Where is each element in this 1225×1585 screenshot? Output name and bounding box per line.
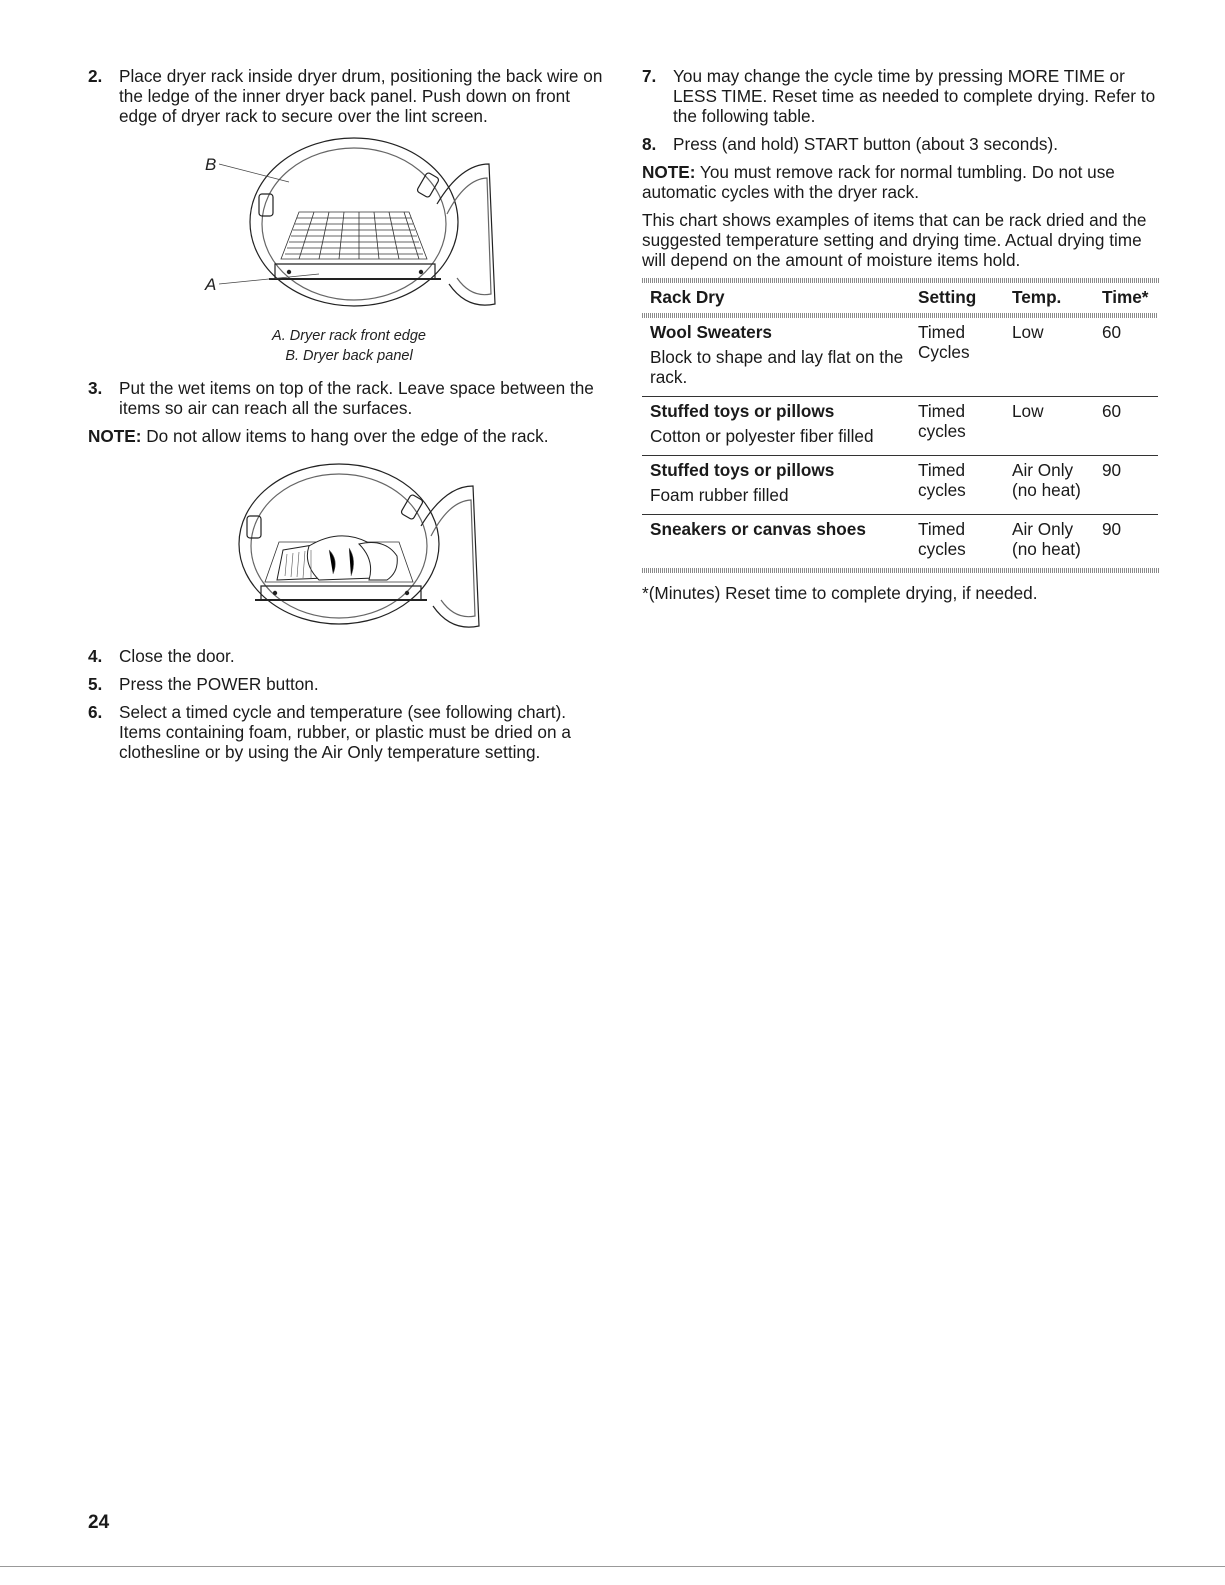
note-text: Do not allow items to hang over the edge of the rack. xyxy=(141,426,549,446)
item-temp: Low xyxy=(1004,318,1094,397)
table-row xyxy=(642,456,1158,515)
figure-caption xyxy=(88,326,610,366)
step-text: You may change the cycle time by pressing MORE TIME or LESS TIME. Reset time as needed to complete drying. Refer to the following table. xyxy=(673,66,1156,126)
step-number: 2. xyxy=(88,66,103,86)
step-8 xyxy=(642,134,1160,154)
rack-dry-table xyxy=(642,283,1158,568)
item-setting: Timed cycles xyxy=(910,456,1004,515)
step-text: Place dryer rack inside dryer drum, positioning the back wire on the ledge of the inner dryer back panel. Push down on front edge of dryer rack to secure over the lint screen. xyxy=(119,66,603,126)
item-setting: Timed cycles xyxy=(918,519,966,559)
item-setting: Timed Cycles xyxy=(910,318,1004,397)
step-number: 3. xyxy=(88,378,103,398)
step-text: Press the POWER button. xyxy=(119,674,319,694)
step-7 xyxy=(642,66,1160,126)
page-number: 24 xyxy=(88,1512,110,1533)
note-label: NOTE: xyxy=(88,426,142,446)
right-column xyxy=(642,66,1160,603)
table-row xyxy=(642,397,1158,456)
item-name: Sneakers or canvas shoes xyxy=(650,519,866,539)
note-remove-rack xyxy=(642,162,1160,202)
step-2 xyxy=(88,66,610,126)
step-number: 8. xyxy=(642,134,657,154)
step-text: Put the wet items on top of the rack. Leave space between the items so air can reach all the surfaces. xyxy=(119,378,594,418)
item-temp: Low xyxy=(1004,397,1094,456)
item-desc: Foam rubber filled xyxy=(650,485,789,505)
step-number: 7. xyxy=(642,66,657,86)
item-time: 90 xyxy=(1094,456,1158,515)
header-rack-dry: Rack Dry xyxy=(650,287,725,307)
note-hang xyxy=(88,426,610,446)
step-5 xyxy=(88,674,610,694)
item-name: Stuffed toys or pillows xyxy=(650,401,835,421)
header-setting: Setting xyxy=(918,287,977,307)
header-temp: Temp. xyxy=(1012,287,1062,307)
caption-a: A. Dryer rack front edge xyxy=(272,328,426,344)
step-text: Close the door. xyxy=(119,646,235,666)
dryer-items-illustration xyxy=(199,460,499,638)
item-desc: Cotton or polyester fiber filled xyxy=(650,426,874,446)
header-time: Time* xyxy=(1102,287,1149,307)
dryer-items-drawing xyxy=(199,460,499,638)
table-footnote: *(Minutes) Reset time to complete drying, if needed. xyxy=(642,583,1038,603)
item-name: Stuffed toys or pillows xyxy=(650,460,835,480)
note-text: You must remove rack for normal tumbling. Do not use automatic cycles with the dryer rack. xyxy=(642,162,1115,202)
step-number: 4. xyxy=(88,646,103,666)
item-time: 60 xyxy=(1094,318,1158,397)
item-temp: Air Only (no heat) xyxy=(1012,519,1081,559)
item-temp: Air Only (no heat) xyxy=(1004,456,1094,515)
item-time: 60 xyxy=(1094,397,1158,456)
table-row xyxy=(642,318,1158,397)
step-text: Press (and hold) START button (about 3 seconds). xyxy=(673,134,1059,154)
step-number: 5. xyxy=(88,674,103,694)
dryer-rack-drawing xyxy=(199,134,499,324)
step-6 xyxy=(88,702,610,762)
table-header-row xyxy=(642,283,1158,313)
step-text: Select a timed cycle and temperature (see following chart). Items containing foam, rubber, or plastic must be dried on a clothesline or by using the Air Only temperature setting. xyxy=(119,702,571,762)
table-row xyxy=(642,515,1158,569)
label-a: A xyxy=(205,275,217,294)
note-label: NOTE: xyxy=(642,162,696,182)
item-desc: Block to shape and lay flat on the rack. xyxy=(650,347,904,387)
label-b: B xyxy=(205,155,217,174)
chart-intro: This chart shows examples of items that can be rack dried and the suggested temperature setting and drying time. Actual drying time will depend on the amount of moisture items hold. xyxy=(642,210,1147,270)
item-time: 90 xyxy=(1102,519,1122,539)
page-bottom-rule xyxy=(0,1566,1225,1567)
item-setting: Timed cycles xyxy=(910,397,1004,456)
table-bottom-rule xyxy=(642,568,1160,573)
step-number: 6. xyxy=(88,702,103,722)
caption-b: B. Dryer back panel xyxy=(285,348,413,364)
left-column xyxy=(88,66,610,770)
item-name: Wool Sweaters xyxy=(650,322,772,342)
step-4 xyxy=(88,646,610,666)
dryer-rack-illustration xyxy=(199,134,499,324)
step-3 xyxy=(88,378,610,418)
